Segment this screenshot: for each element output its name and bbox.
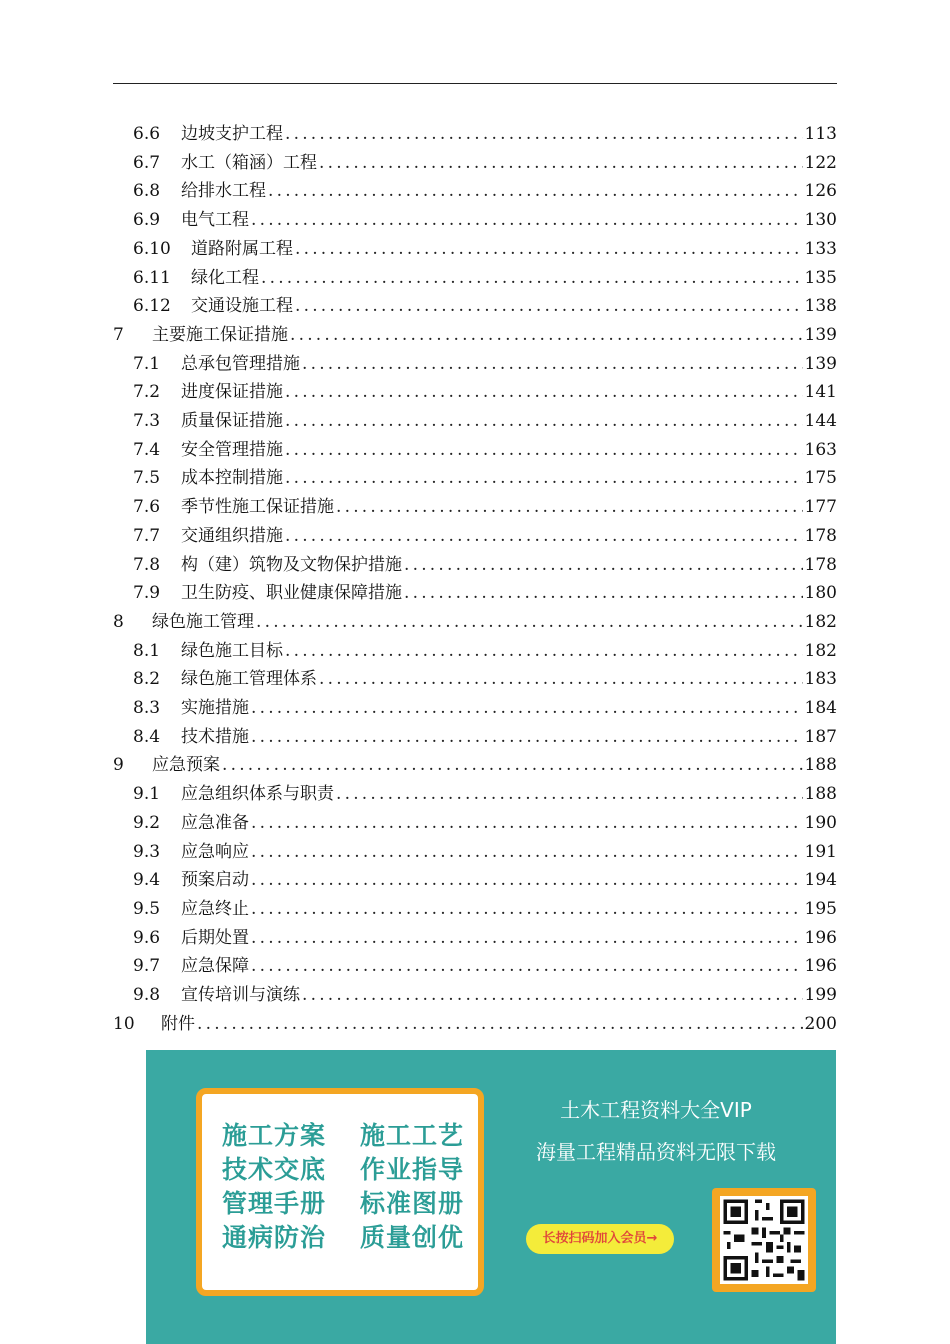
toc-number: 7.4 — [133, 439, 161, 460]
toc-title: 应急响应 — [181, 841, 249, 862]
toc-number: 9.3 — [133, 841, 161, 862]
toc-title: 应急保障 — [181, 956, 249, 977]
toc-page-number: 113 — [804, 124, 837, 144]
promo-card — [196, 1088, 484, 1296]
toc-number: 7.2 — [133, 382, 161, 403]
toc-page-number: 195 — [804, 898, 837, 919]
toc-title: 实施措施 — [181, 698, 249, 718]
toc-entry[interactable] — [133, 866, 837, 894]
toc-page-number: 180 — [804, 583, 837, 604]
toc-leader-dots — [290, 321, 803, 349]
toc-number: 6.7 — [133, 152, 161, 173]
toc-number: 6.11 — [133, 267, 171, 288]
toc-number: 8 — [113, 611, 124, 632]
toc-page-number: 144 — [804, 411, 837, 431]
promo-item: 作业指导 — [360, 1155, 465, 1184]
promo-banner[interactable] — [146, 1050, 836, 1344]
toc-number: 7.7 — [133, 525, 161, 546]
join-member-button[interactable]: 长按扫码加入会员→ — [526, 1224, 674, 1254]
toc-leader-dots — [295, 235, 803, 263]
toc-leader-dots — [251, 952, 803, 980]
toc-leader-dots — [302, 981, 803, 1009]
promo-item: 标准图册 — [360, 1189, 465, 1218]
toc-entry[interactable] — [133, 981, 837, 1009]
toc-title: 绿色施工管理 — [152, 611, 254, 632]
toc-leader-dots — [285, 522, 803, 550]
toc-title: 安全管理措施 — [181, 439, 283, 460]
toc-title: 季节性施工保证措施 — [181, 497, 334, 518]
toc-leader-dots — [295, 292, 803, 320]
qr-code-icon — [720, 1196, 808, 1284]
toc-number: 7.3 — [133, 411, 161, 431]
promo-item: 管理手册 — [222, 1189, 327, 1218]
toc-title: 绿化工程 — [191, 267, 259, 288]
toc-leader-dots — [251, 895, 803, 923]
toc-title: 绿色施工管理体系 — [181, 669, 317, 690]
toc-title: 成本控制措施 — [181, 468, 283, 489]
toc-leader-dots — [251, 866, 803, 894]
toc-number: 7 — [113, 324, 124, 345]
toc-number: 9.8 — [133, 985, 161, 1005]
promo-item: 施工方案 — [222, 1121, 327, 1150]
toc-entry[interactable] — [133, 780, 837, 808]
toc-leader-dots — [319, 665, 803, 693]
toc-leader-dots — [251, 694, 803, 722]
toc-leader-dots — [302, 350, 803, 378]
toc-page-number: 133 — [804, 238, 837, 259]
promo-item: 技术交底 — [222, 1155, 327, 1184]
toc-number: 6.6 — [133, 124, 161, 144]
toc-page-number: 138 — [804, 296, 837, 317]
toc-page-number: 188 — [804, 784, 837, 805]
toc-entry[interactable] — [133, 895, 837, 923]
toc-number: 9.5 — [133, 898, 161, 919]
toc-number: 8.2 — [133, 669, 161, 690]
toc-title: 预案启动 — [181, 870, 249, 891]
toc-entry[interactable] — [133, 120, 837, 148]
toc-entry[interactable] — [113, 751, 837, 779]
toc-leader-dots — [285, 407, 803, 435]
toc-title: 电气工程 — [181, 210, 249, 231]
toc-page-number: 200 — [804, 1013, 837, 1034]
toc-entry[interactable] — [133, 579, 837, 607]
toc-leader-dots — [319, 149, 803, 177]
toc-leader-dots — [251, 924, 803, 952]
promo-item: 施工工艺 — [360, 1121, 465, 1150]
toc-page-number: 182 — [804, 640, 837, 661]
toc-title: 交通组织措施 — [181, 525, 283, 546]
banner-subtitle: 海量工程精品资料无限下载 — [536, 1140, 776, 1164]
toc-leader-dots — [256, 608, 803, 636]
toc-number: 7.1 — [133, 353, 161, 374]
toc-leader-dots — [251, 838, 803, 866]
toc-page-number: 194 — [804, 870, 837, 891]
toc-number: 10 — [113, 1013, 135, 1034]
toc-page-number: 196 — [804, 956, 837, 977]
toc-title: 交通设施工程 — [191, 296, 293, 317]
toc-page-number: 191 — [804, 841, 837, 862]
toc-number: 7.8 — [133, 554, 161, 575]
toc-title: 技术措施 — [181, 726, 249, 747]
toc-entry[interactable] — [133, 809, 837, 837]
toc-title: 宣传培训与演练 — [181, 985, 300, 1005]
toc-title: 质量保证措施 — [181, 411, 283, 431]
toc-entry[interactable] — [133, 522, 837, 550]
toc-leader-dots — [251, 206, 803, 234]
toc-number: 6.10 — [133, 238, 171, 259]
toc-number: 8.1 — [133, 640, 161, 661]
toc-number: 7.5 — [133, 468, 161, 489]
toc-page-number: 190 — [804, 812, 837, 833]
toc-leader-dots — [285, 120, 803, 148]
toc-number: 9.6 — [133, 927, 161, 948]
toc-entry[interactable] — [133, 493, 837, 521]
toc-page-number: 141 — [804, 382, 837, 403]
toc-leader-dots — [261, 264, 803, 292]
toc-page-number: 182 — [804, 611, 837, 632]
toc-entry[interactable] — [133, 665, 837, 693]
toc-entry[interactable] — [133, 235, 837, 263]
toc-entry[interactable] — [133, 464, 837, 492]
toc-title: 卫生防疫、职业健康保障措施 — [181, 583, 402, 604]
toc-number: 6.8 — [133, 181, 161, 202]
toc-number: 9 — [113, 755, 124, 776]
toc-title: 边坡支护工程 — [181, 124, 283, 144]
toc-entry[interactable] — [133, 264, 837, 292]
toc-leader-dots — [197, 1010, 803, 1038]
toc-title: 道路附属工程 — [191, 238, 293, 259]
toc-title: 水工（箱涵）工程 — [181, 152, 317, 173]
toc-page-number: 130 — [804, 210, 837, 231]
toc-entry[interactable] — [133, 924, 837, 952]
toc-number: 8.3 — [133, 698, 161, 718]
toc-title: 进度保证措施 — [181, 382, 283, 403]
toc-entry[interactable] — [133, 952, 837, 980]
toc-entry[interactable] — [133, 436, 837, 464]
toc-entry[interactable] — [133, 149, 837, 177]
toc-leader-dots — [251, 723, 803, 751]
toc-page-number: 188 — [804, 755, 837, 776]
toc-page-number: 175 — [804, 468, 837, 489]
banner-title: 土木工程资料大全VIP — [560, 1098, 752, 1122]
toc-leader-dots — [222, 751, 803, 779]
toc-leader-dots — [404, 579, 803, 607]
toc-entry[interactable] — [113, 1010, 837, 1038]
toc-number: 9.2 — [133, 812, 161, 833]
toc-number: 9.7 — [133, 956, 161, 977]
toc-title: 附件 — [161, 1013, 195, 1034]
toc-leader-dots — [404, 551, 803, 579]
toc-entry[interactable] — [133, 694, 837, 722]
toc-entry[interactable] — [133, 838, 837, 866]
promo-item: 质量创优 — [360, 1223, 465, 1252]
toc-title: 后期处置 — [181, 927, 249, 948]
toc-page-number: 177 — [804, 497, 837, 518]
toc-leader-dots — [285, 637, 803, 665]
toc-entry[interactable] — [113, 608, 837, 636]
toc-leader-dots — [251, 809, 803, 837]
toc-page-number: 187 — [804, 726, 837, 747]
toc-number: 7.9 — [133, 583, 161, 604]
toc-number: 9.1 — [133, 784, 161, 805]
toc-page-number: 184 — [804, 698, 837, 718]
toc-title: 应急终止 — [181, 898, 249, 919]
toc-page-number: 126 — [804, 181, 837, 202]
toc-entry[interactable] — [133, 350, 837, 378]
toc-number: 9.4 — [133, 870, 161, 891]
toc-leader-dots — [285, 378, 803, 406]
toc-entry[interactable] — [133, 637, 837, 665]
toc-entry[interactable] — [133, 378, 837, 406]
toc-page-number: 199 — [804, 985, 837, 1005]
toc-entry[interactable] — [133, 292, 837, 320]
qr-frame[interactable] — [712, 1188, 816, 1292]
toc-page-number: 139 — [804, 353, 837, 374]
header-rule — [113, 83, 837, 84]
toc-number: 6.12 — [133, 296, 171, 317]
toc-title: 应急组织体系与职责 — [181, 784, 334, 805]
promo-item: 通病防治 — [222, 1223, 327, 1252]
toc-title: 给排水工程 — [181, 181, 266, 202]
toc-title: 应急预案 — [152, 755, 220, 776]
toc-page-number: 183 — [804, 669, 837, 690]
toc-title: 总承包管理措施 — [181, 353, 300, 374]
toc-leader-dots — [285, 436, 803, 464]
toc-page-number: 135 — [804, 267, 837, 288]
toc-entry[interactable] — [133, 206, 837, 234]
toc-number: 6.9 — [133, 210, 161, 231]
toc-leader-dots — [268, 177, 803, 205]
toc-entry[interactable] — [133, 177, 837, 205]
toc-page-number: 178 — [804, 554, 837, 575]
toc-entry[interactable] — [113, 321, 837, 349]
toc-entry[interactable] — [133, 551, 837, 579]
toc-title: 应急准备 — [181, 812, 249, 833]
toc-page-number: 122 — [804, 152, 837, 173]
toc-entry[interactable] — [133, 723, 837, 751]
toc-entry[interactable] — [133, 407, 837, 435]
toc-page-number: 196 — [804, 927, 837, 948]
toc-leader-dots — [336, 780, 803, 808]
toc-page-number: 163 — [804, 439, 837, 460]
toc-title: 构（建）筑物及文物保护措施 — [181, 554, 402, 575]
toc-title: 主要施工保证措施 — [152, 324, 288, 345]
toc-page-number: 178 — [804, 525, 837, 546]
toc-number: 8.4 — [133, 726, 161, 747]
toc-leader-dots — [285, 464, 803, 492]
toc-leader-dots — [336, 493, 803, 521]
toc-number: 7.6 — [133, 497, 161, 518]
toc-title: 绿色施工目标 — [181, 640, 283, 661]
toc-page-number: 139 — [804, 324, 837, 345]
